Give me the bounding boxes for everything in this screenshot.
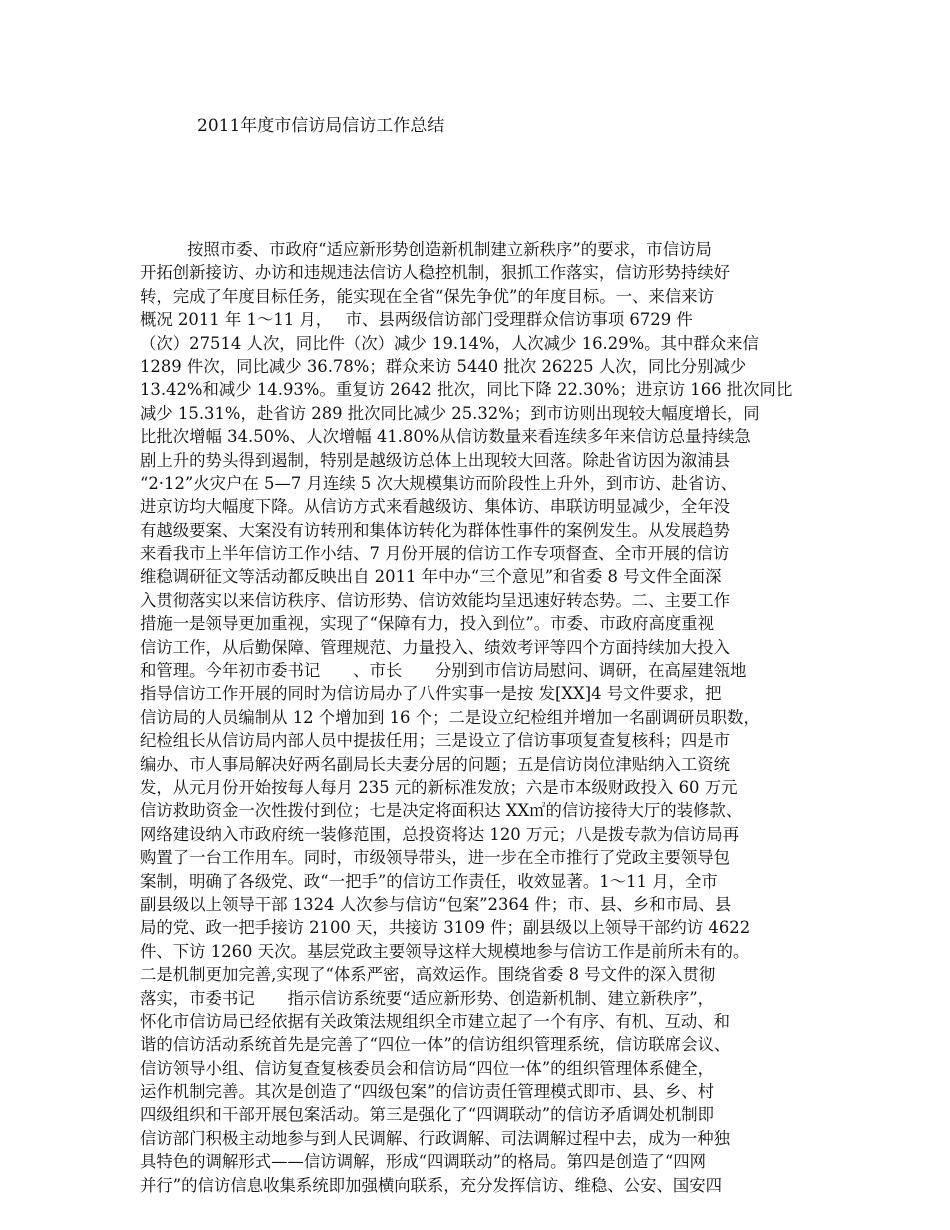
paragraph-line: 编办、市人事局解决好两名副局长夫妻分居的问题；五是信访岗位津贴纳入工资统 [140, 754, 731, 774]
paragraph-line: 信访救助资金一次性拨付到位；七是决定将面积达 XX㎡的信访接待大厅的装修款、 [140, 801, 743, 821]
paragraph-line: 网络建设纳入市政府统一装修范围，总投资将达 120 万元；八是拨专款为信访局再 [140, 824, 739, 844]
paragraph-line: 信访局的人员编制从 12 个增加到 16 个；二是设立纪检组并增加一名副调研员职数， [140, 707, 760, 727]
paragraph-line: 信访工作，从后勤保障、管理规范、力量投入、绩效考评等四个方面持续加大投入 [140, 637, 731, 657]
paragraph-line: 维稳调研征文等活动都反映出自 2011 年中办“三个意见”和省委 8 号文件全面深 [140, 567, 722, 587]
paragraph-line: 纪检组长从信访局内部人员中提拔任用；三是设立了信访事项复查复核科；四是市 [140, 731, 731, 751]
paragraph-line: （次）27514 人次，同比件（次）减少 19.14%，人次减少 16.29%。其中群众来信 [140, 333, 759, 353]
paragraph-line: 指导信访工作开展的同时为信访局办了八件实事一是按 发[XX]4 号文件要求，把 [140, 684, 722, 704]
paragraph-line: 减少 15.31%，赴省访 289 批次同比减少 25.32%；到市访则出现较大幅度增长，同 [140, 403, 760, 423]
paragraph-line: 发，从元月份开始按每人每月 235 元的新标准发放；六是市本级财政投入 60 万元 [140, 777, 738, 797]
paragraph-line: 比批次增幅 34.50%、人次增幅 41.80%从信访数量来看连续多年来信访总量持续急 [140, 427, 751, 447]
paragraph-line: 1289 件次，同比减少 36.78%；群众来访 5440 批次 26225 人次，同比分别减少 [140, 356, 747, 376]
paragraph-line: 四级组织和干部开展包案活动。第三是强化了“四调联动”的信访矛盾调处机制即 [140, 1105, 715, 1125]
paragraph-line: 按照市委、市政府“适应新形势创造新机制建立新秩序”的要求，市信访局 [187, 240, 712, 259]
paragraph-line: 措施一是领导更加重视，实现了“保障有力，投入到位”。市委、市政府高度重视 [140, 614, 715, 634]
paragraph-line: 二是机制更加完善,实现了“体系严密，高效运作。围绕省委 8 号文件的深入贯彻 [140, 965, 716, 985]
document-body [140, 238, 820, 1197]
paragraph-line: 入贯彻落实以来信访秩序、信访形势、信访效能均呈迅速好转态势。二、主要工作 [140, 590, 731, 610]
paragraph-line: 案制，明确了各级党、政“一把手”的信访工作责任，收效显著。1～11 月，全市 [140, 871, 718, 891]
paragraph-line: 进京访均大幅度下降。从信访方式来看越级访、集体访、串联访明显减少，全年没 [140, 497, 731, 517]
paragraph-line: 具特色的调解形式——信访调解，形成“四调联动”的格局。第四是创造了“四网 [140, 1152, 707, 1172]
paragraph-line: 副县级以上领导干部 1324 人次参与信访“包案”2364 件；市、县、乡和市局、县 [140, 894, 732, 914]
paragraph-line: 概况 2011 年 1～11 月， 市、县两级信访部门受理群众信访事项 6729 件 [140, 310, 693, 330]
paragraph-line: 和管理。今年初市委书记 、市长 分别到市信访局慰问、调研，在高屋建瓴地 [140, 661, 747, 681]
paragraph-line: 来看我市上半年信访工作小结、7 月份开展的信访工作专项督查、全市开展的信访 [140, 544, 730, 564]
paragraph-line: 信访部门积极主动地参与到人民调解、行政调解、司法调解过程中去，成为一种独 [140, 1128, 731, 1148]
paragraph-line: 怀化市信访局已经依据有关政策法规组织全市建立起了一个有序、有机、互动、和 [140, 1011, 731, 1031]
paragraph-line: 局的党、政一把手接访 2100 天，共接访 3109 件；副县级以上领导干部约访 4622 [140, 918, 751, 938]
paragraph-line: 信访领导小组、信访复查复核委员会和信访局“四位一体”的组织管理体系健全， [140, 1058, 715, 1078]
paragraph-line: 运作机制完善。其次是创造了“四级包案”的信访责任管理模式即市、县、乡、村 [140, 1082, 715, 1102]
paragraph-line: “2·12”火灾户在 5—7 月连续 5 次大规模集访而阶段性上升外，到市访、赴省访、 [140, 473, 738, 493]
paragraph-line: 并行”的信访信息收集系统即加强横向联系，充分发挥信访、维稳、公安、国安四 [140, 1175, 723, 1195]
document-title: 2011年度市信访局信访工作总结 [197, 116, 445, 136]
paragraph-line: 剧上升的势头得到遏制，特别是越级访总体上出现较大回落。除赴省访因为溆浦县 [140, 450, 731, 470]
paragraph-line: 开拓创新接访、办访和违规违法信访人稳控机制，狠抓工作落实，信访形势持续好 [140, 263, 731, 283]
paragraph-line: 购置了一台工作用车。同时，市级领导带头，进一步在全市推行了党政主要领导包 [140, 848, 731, 868]
paragraph-line: 件、下访 1260 天次。基层党政主要领导这样大规模地参与信访工作是前所未有的。 [140, 941, 750, 961]
paragraph-line: 落实，市委书记 指示信访系统要“适应新形势、创造新机制、建立新秩序”， [140, 988, 715, 1008]
paragraph-line: 转，完成了年度目标任务，能实现在全省“保先争优”的年度目标。一、来信来访 [140, 286, 715, 306]
paragraph-line: 13.42%和减少 14.93%。重复访 2642 批次，同比下降 22.30%；进京访 166 批次同比 [140, 380, 793, 400]
paragraph-line: 谐的信访活动系统首先是完善了“四位一体”的信访组织管理系统，信访联席会议、 [140, 1035, 731, 1055]
paragraph-line: 有越级要案、大案没有访转刑和集体访转化为群体性事件的案例发生。从发展趋势 [140, 520, 731, 540]
